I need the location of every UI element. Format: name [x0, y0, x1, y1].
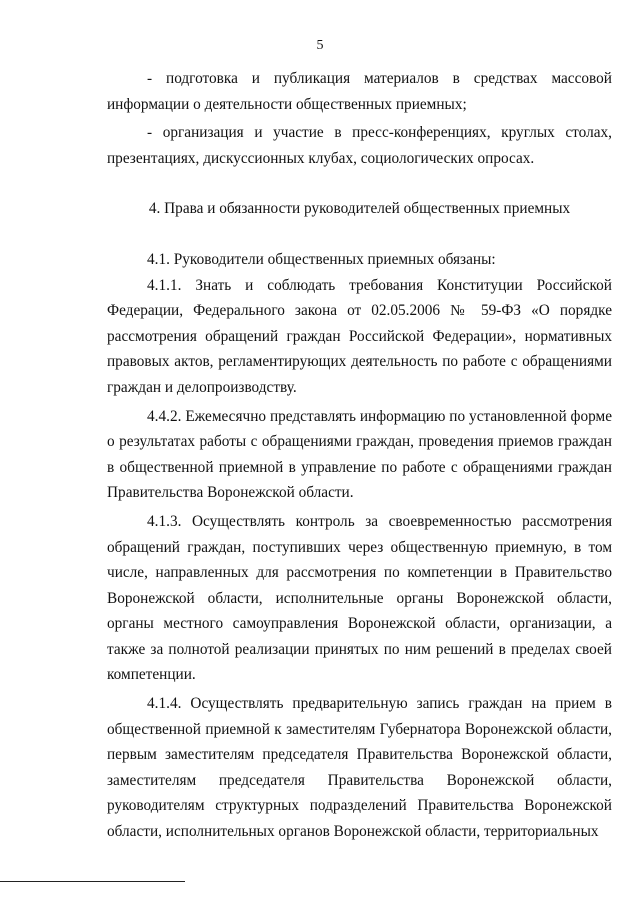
clause-4-1-3: 4.1.3. Осуществлять контроль за своевременностью рассмотрения обращений граждан, поступивших через общественную приемную, в том числе, направленных для рассмотрения по компетенции в Правительство Воронежской области, исполнительные органы Воронежской области, органы местного самоуправления Воронежской области, организации, а также за полнотой реализации принятых по ним решений в пределах своей компетенции.: [107, 512, 612, 684]
paragraph-media-publication: - подготовка и публикация материалов в средствах массовой информации о деятельности общественных приемных;: [107, 70, 612, 113]
footer-divider: [0, 881, 185, 882]
document-body: [107, 66, 612, 845]
page-number: 5: [316, 38, 324, 53]
paragraph-press-conferences: - организация и участие в пресс-конференциях, круглых столах, презентациях, дискуссионных клубах, социологических опросах.: [107, 124, 612, 167]
clause-4-4-2: 4.4.2. Ежемесячно представлять информацию по установленной форме о результатах работы с обращениями граждан, проведения приемов граждан в общественной приемной в управление по работе с обращениями граждан Правительства Воронежской области.: [107, 407, 612, 502]
section-heading: 4. Права и обязанности руководителей общественных приемных: [148, 200, 571, 218]
section-intro: 4.1. Руководители общественных приемных обязаны:: [147, 250, 496, 268]
clause-4-1-1: 4.1.1. Знать и соблюдать требования Конституции Российской Федерации, Федерального закона от 02.05.2006 № 59-ФЗ «О порядке рассмотрения обращений граждан Российской Федерации», нормативных правовых актов, регламентирующих деятельность по работе с обращениями граждан и делопроизводству.: [107, 276, 612, 396]
clause-4-1-4: 4.1.4. Осуществлять предварительную запись граждан на прием в общественной приемной к заместителям Губернатора Воронежской области, первым заместителям председателя Правительства Воронежской области, заместителям председателя Правительства Воронежской области, руководителям структурных подразделений Правительства Воронежской области, исполнительных органов Воронежской области, территориальных: [107, 695, 612, 841]
